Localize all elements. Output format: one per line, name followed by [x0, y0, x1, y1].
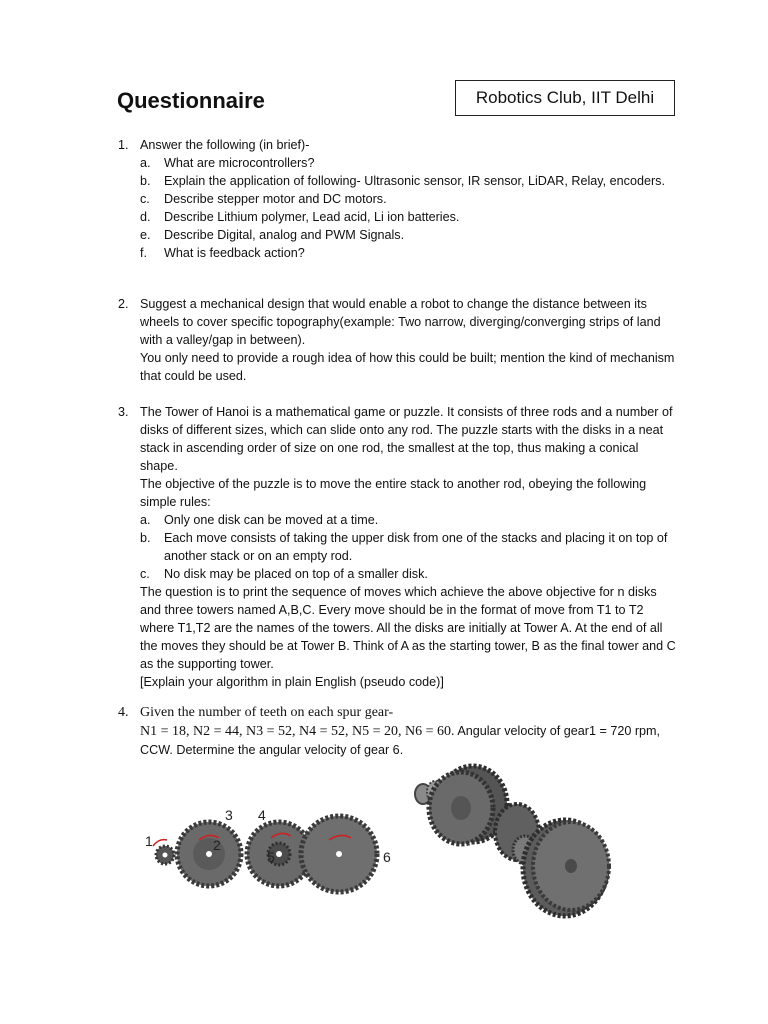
question-2: [118, 295, 678, 385]
list-item: What is feedback action?: [164, 246, 305, 260]
question-text: Answer the following (in brief)-: [140, 138, 310, 152]
gear-label: 2: [213, 837, 221, 853]
question-text: The question is to print the sequence of moves which achieve the above objective for n disks and three towers named A,B,C. Every move should be in the format of move from T1 to T2 where T1,T2 are the names of the towers. All the disks are initially at Tower A. At the end of all the moves they should be at Tower B. Think of A as the starting tower, B as the final tower and C as the supporting tower.: [140, 585, 676, 671]
list-item: Describe Digital, analog and PWM Signals.: [164, 228, 405, 242]
item-letter: c.: [140, 192, 150, 206]
gear-label: 3: [225, 807, 233, 823]
item-letter: e.: [140, 228, 151, 242]
question-text: The Tower of Hanoi is a mathematical game or puzzle. It consists of three rods and a number of disks of different sizes, which can slide onto any rod. The puzzle starts with the disks in a neat stack in ascending order of size on one rod, the smallest at the top, thus making a conical shape.: [140, 405, 673, 473]
item-letter: a.: [140, 156, 151, 170]
question-number: 2.: [118, 297, 129, 311]
question-1: [118, 136, 678, 262]
question-text: Angular velocity of gear1 = 720 rpm, CCW. Determine the angular velocity of gear 6.: [140, 724, 661, 757]
list-item: What are microcontrollers?: [164, 156, 315, 170]
question-text: You only need to provide a rough idea of how this could be built; mention the kind of mechanism that could be used.: [140, 351, 675, 383]
item-letter: c.: [140, 567, 150, 581]
question-3: [118, 403, 678, 691]
item-letter: a.: [140, 513, 151, 527]
item-letter: b.: [140, 174, 151, 188]
question-text: The objective of the puzzle is to move the entire stack to another rod, obeying the following simple rules:: [140, 477, 647, 509]
list-item: Explain the application of following- Ultrasonic sensor, IR sensor, LiDAR, Relay, encoders.: [164, 174, 665, 188]
rotation-arrow-icon: [153, 840, 167, 846]
question-number: 4.: [118, 705, 129, 720]
list-item: Describe Lithium polymer, Lead acid, Li ion batteries.: [164, 210, 460, 224]
teeth-values: N1 = 18, N2 = 44, N3 = 52, N4 = 52, N5 = 20, N6 = 60.: [140, 724, 455, 739]
page-title: Questionnaire: [117, 88, 265, 113]
gear-label: 5: [267, 849, 275, 865]
list-item: Describe stepper motor and DC motors.: [164, 192, 387, 206]
list-item: No disk may be placed on top of a smaller disk.: [164, 567, 428, 581]
item-letter: d.: [140, 210, 151, 224]
item-letter: f.: [140, 246, 147, 260]
question-number: 3.: [118, 405, 129, 419]
list-item: Only one disk can be moved at a time.: [164, 513, 379, 527]
gear-label: 6: [383, 849, 391, 865]
question-4: [118, 704, 678, 759]
gear-label: 4: [258, 807, 266, 823]
question-text: [Explain your algorithm in plain English (pseudo code)]: [140, 675, 444, 689]
club-name-box: Robotics Club, IIT Delhi: [455, 80, 675, 116]
question-text: Suggest a mechanical design that would enable a robot to change the distance between its wheels to cover specific topography(example: Two narrow, diverging/converging strips of land with a valley/gap in between).: [140, 297, 661, 347]
gear-train-diagram: [143, 800, 405, 900]
question-number: 1.: [118, 138, 129, 152]
list-item: Each move consists of taking the upper disk from one of the stacks and placing it on top of another stack or on an empty rod.: [164, 531, 668, 563]
item-letter: b.: [140, 531, 151, 545]
gear-train-3d-illustration: [405, 760, 625, 920]
question-text: Given the number of teeth on each spur gear-: [140, 705, 394, 720]
gear-label: 1: [145, 833, 153, 849]
